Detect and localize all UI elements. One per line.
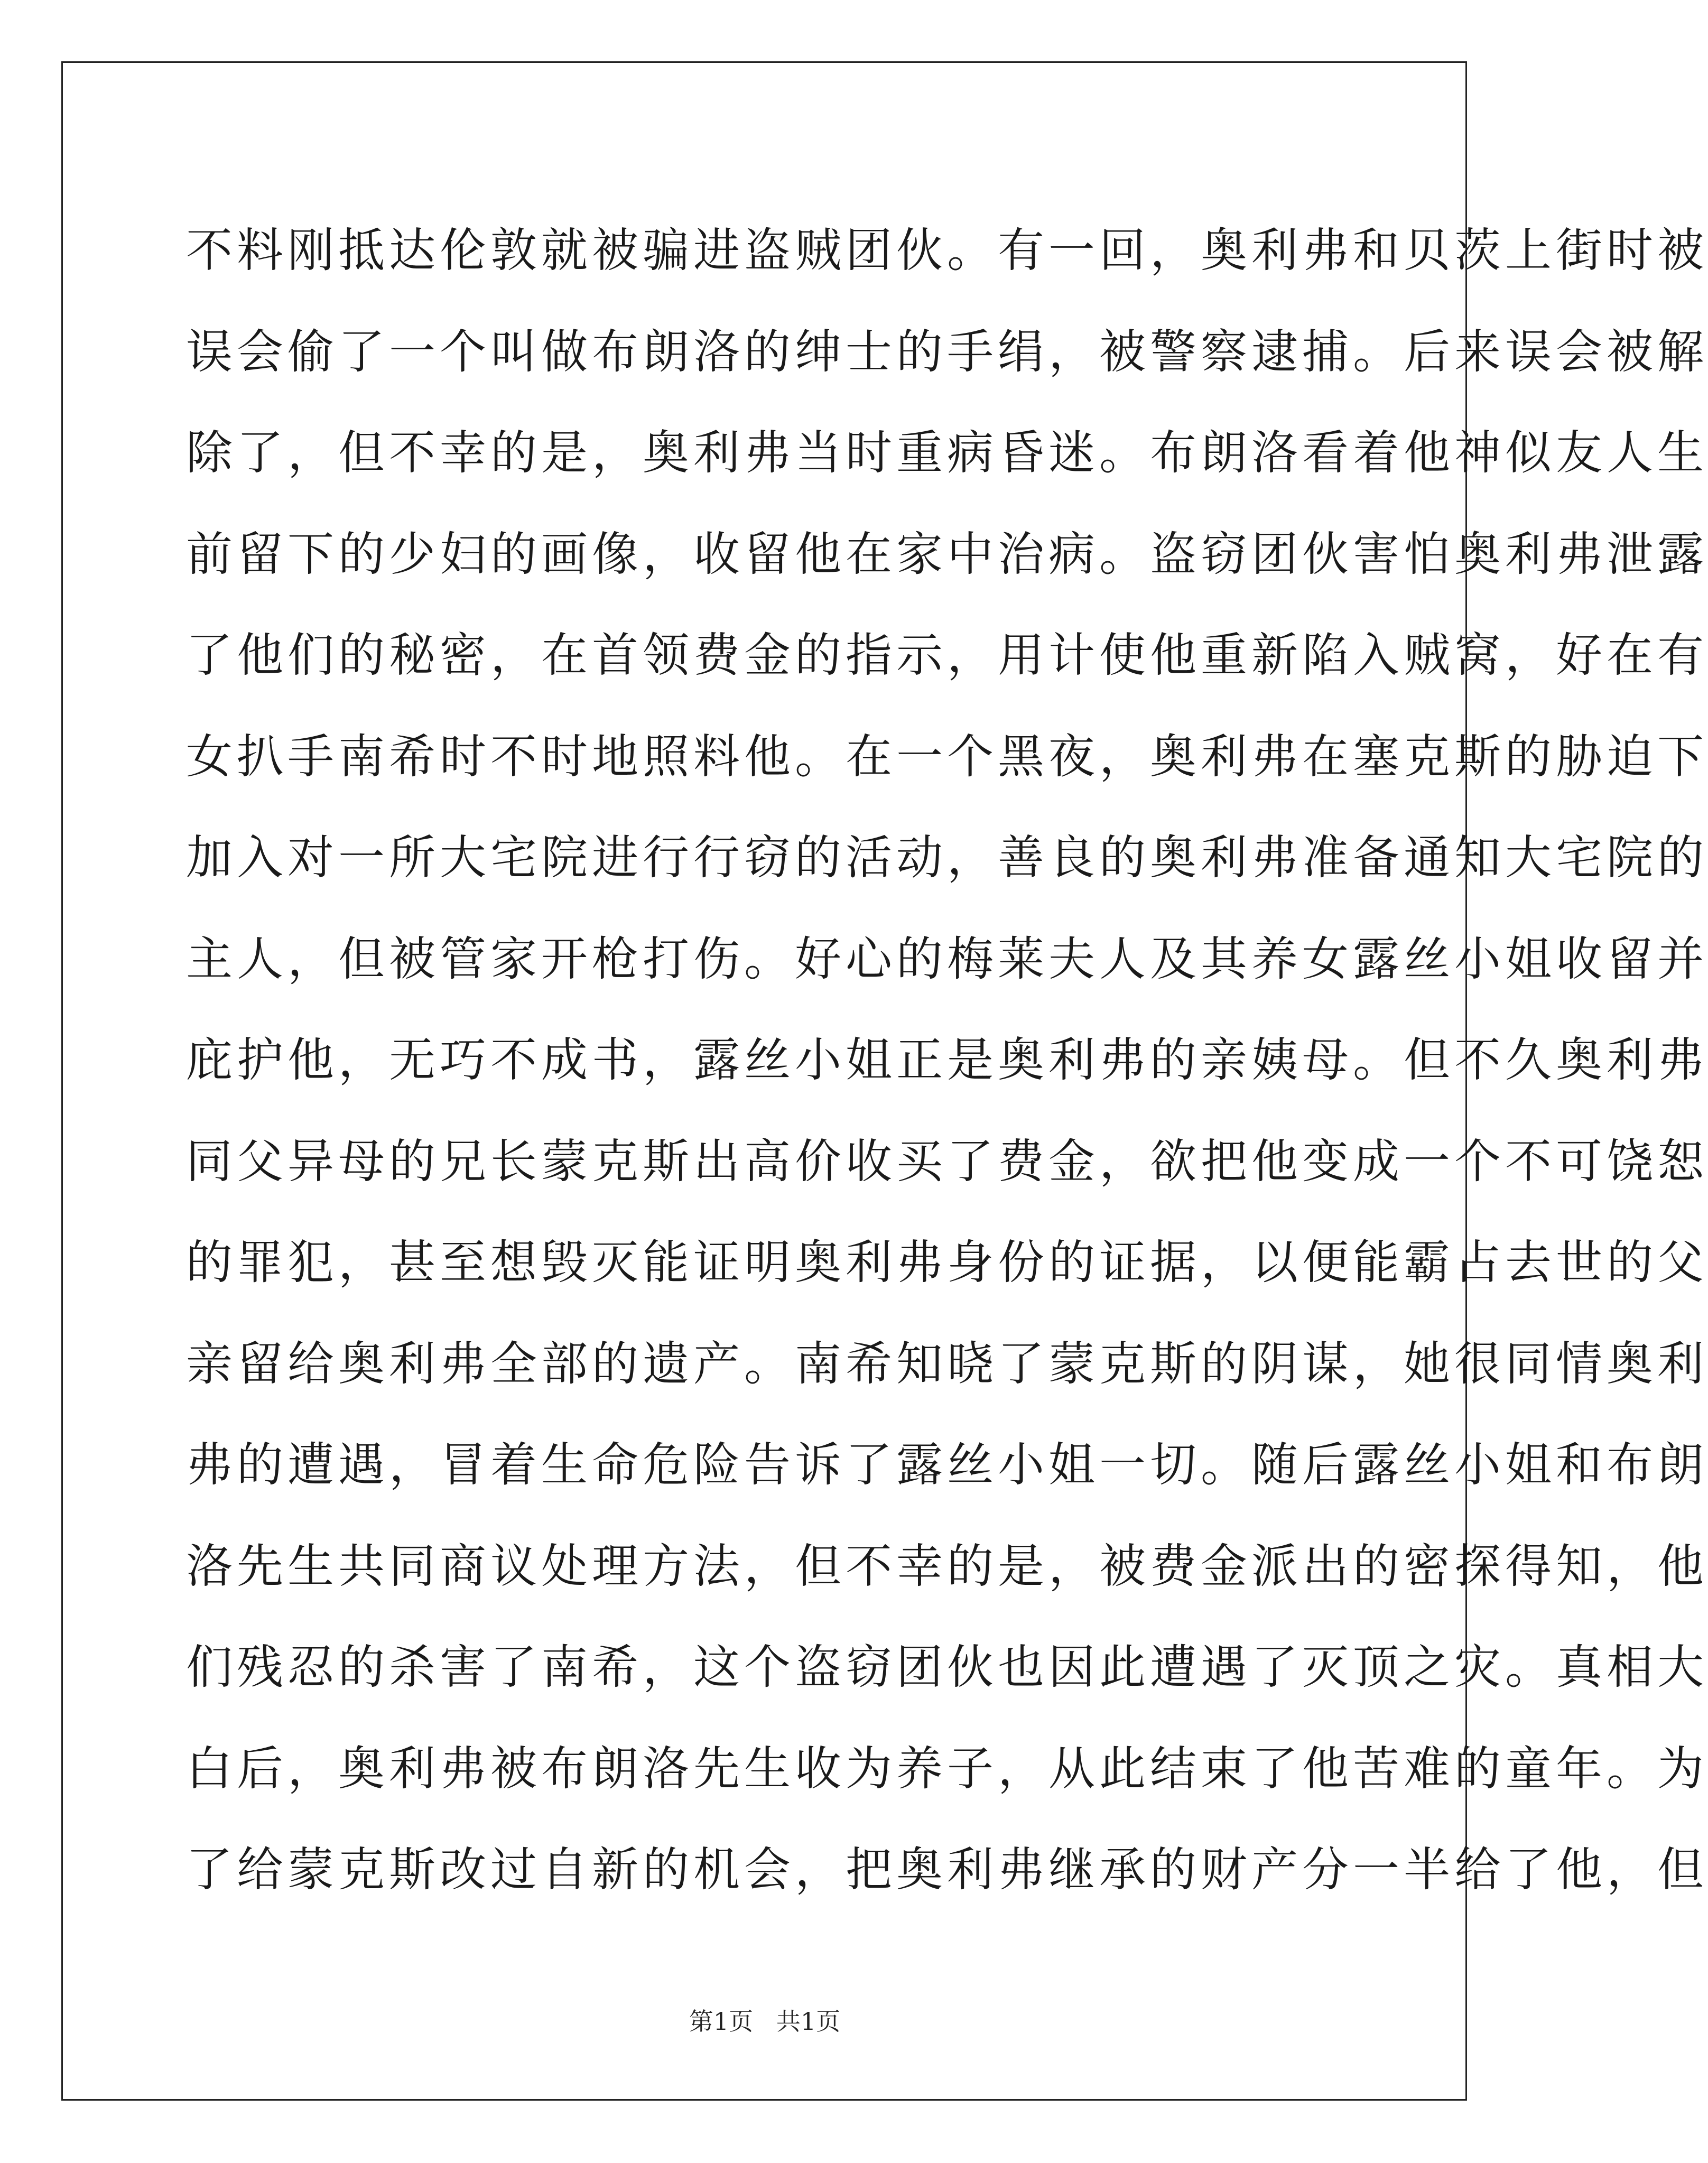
text-line: 洛先生共同商议处理方法，但不幸的是，被费金派出的密探得知，他 xyxy=(186,1538,1708,1593)
text-line: 亲留给奥利弗全部的遗产。南希知晓了蒙克斯的阴谋，她很同情奥利 xyxy=(186,1336,1708,1391)
text-line: 了给蒙克斯改过自新的机会，把奥利弗继承的财产分一半给了他，但 xyxy=(186,1842,1708,1897)
text-line: 了他们的秘密，在首领费金的指示，用计使他重新陷入贼窝，好在有 xyxy=(186,628,1708,682)
text-line: 不料刚抵达伦敦就被骗进盗贼团伙。有一回，奥利弗和贝茨上街时被 xyxy=(186,223,1708,277)
text-line: 加入对一所大宅院进行行窃的活动，善良的奥利弗准备通知大宅院的 xyxy=(186,830,1708,885)
text-line: 前留下的少妇的画像，收留他在家中治病。盗窃团伙害怕奥利弗泄露 xyxy=(186,526,1708,581)
text-line: 同父异母的兄长蒙克斯出高价收买了费金，欲把他变成一个不可饶恕 xyxy=(186,1134,1708,1189)
body-text xyxy=(186,200,1708,1920)
text-line: 女扒手南希时不时地照料他。在一个黑夜，奥利弗在塞克斯的胁迫下 xyxy=(186,729,1708,784)
text-line: 弗的遭遇，冒着生命危险告诉了露丝小姐一切。随后露丝小姐和布朗 xyxy=(186,1437,1708,1492)
text-line: 的罪犯，甚至想毁灭能证明奥利弗身份的证据，以便能霸占去世的父 xyxy=(186,1235,1708,1289)
text-line: 白后，奥利弗被布朗洛先生收为养子，从此结束了他苦难的童年。为 xyxy=(186,1741,1708,1796)
text-line: 误会偷了一个叫做布朗洛的绅士的手绢，被警察逮捕。后来误会被解 xyxy=(186,324,1708,379)
text-line: 庇护他，无巧不成书，露丝小姐正是奥利弗的亲姨母。但不久奥利弗 xyxy=(186,1033,1708,1087)
text-line: 除了，但不幸的是，奥利弗当时重病昏迷。布朗洛看着他神似友人生 xyxy=(186,425,1708,480)
page-number-footer: 第1页 共1页 xyxy=(689,2007,841,2036)
text-line: 主人，但被管家开枪打伤。好心的梅莱夫人及其养女露丝小姐收留并 xyxy=(186,931,1708,986)
text-line: 们残忍的杀害了南希，这个盗窃团伙也因此遭遇了灭顶之灾。真相大 xyxy=(186,1640,1708,1694)
